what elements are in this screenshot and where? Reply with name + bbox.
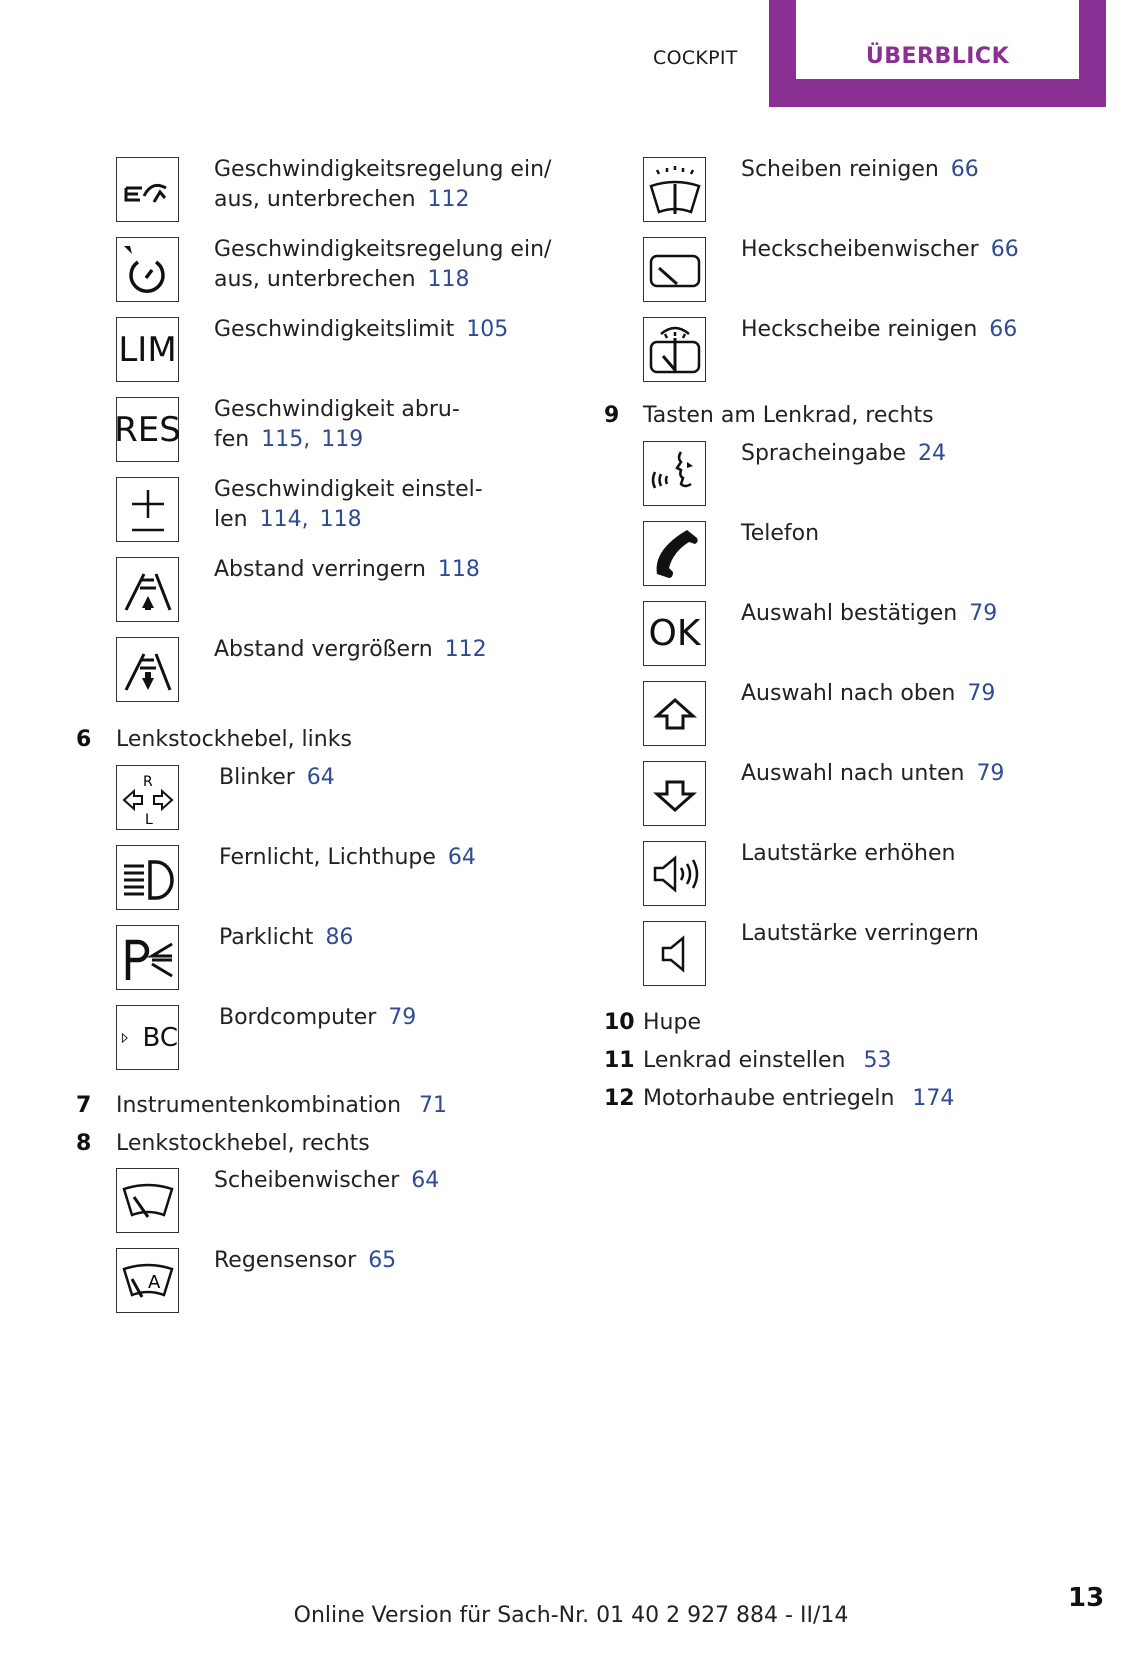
section-heading: Lenkstockhebel, rechts <box>116 1131 370 1156</box>
item-text: Bordcomputer 79 <box>219 1005 417 1030</box>
svg-text:R: R <box>142 773 153 790</box>
page-ref-link[interactable]: 64 <box>411 1168 440 1193</box>
section-number: 8 <box>76 1131 92 1156</box>
section-number: 12 <box>604 1086 635 1111</box>
section-heading: Lenkstockhebel, links <box>116 727 352 752</box>
distance-increase-icon <box>116 637 179 702</box>
item-text: Abstand vergrößern 112 <box>214 637 487 662</box>
item-text: Auswahl bestätigen 79 <box>741 601 998 626</box>
res-icon: RES <box>116 397 179 462</box>
bc-icon: BC <box>116 1005 179 1070</box>
page-ref-link[interactable]: 66 <box>990 237 1019 262</box>
page-ref-link[interactable]: 71 <box>419 1093 448 1118</box>
page-number: 13 <box>1068 1583 1105 1613</box>
page-ref-link[interactable]: 79 <box>388 1005 417 1030</box>
page-ref-link[interactable]: 112 <box>444 637 487 662</box>
item-text: Abstand verringern 118 <box>214 557 480 582</box>
distance-decrease-icon <box>116 557 179 622</box>
item-text: Blinker 64 <box>219 765 335 790</box>
page-ref-link[interactable]: 53 <box>863 1048 892 1073</box>
item-text: Lautstärke verringern <box>741 921 979 946</box>
item-text: Auswahl nach unten 79 <box>741 761 1005 786</box>
page-ref-link[interactable]: 24 <box>918 441 947 466</box>
svg-text:L: L <box>144 811 153 826</box>
item-text: Geschwindigkeitslimit 105 <box>214 317 509 342</box>
chapter-tab-label: ÜBERBLICK <box>796 0 1079 79</box>
item-text: Geschwindigkeit abru- fen 115, 119 <box>214 397 460 452</box>
item-text: Geschwindigkeit einstel- len 114, 118 <box>214 477 483 532</box>
page-ref-link[interactable]: 64 <box>447 845 476 870</box>
page-ref-link[interactable]: 115 <box>261 427 304 452</box>
section-heading: Lenkrad einstellen 53 <box>643 1048 892 1073</box>
arrow-up-icon <box>643 681 706 746</box>
section-number: 11 <box>604 1048 635 1073</box>
high-beam-icon <box>116 845 179 910</box>
rear-washer-icon <box>643 317 706 382</box>
page-ref-link[interactable]: 79 <box>976 761 1005 786</box>
item-text: Scheiben reinigen 66 <box>741 157 979 182</box>
item-text: Regensensor 65 <box>214 1248 397 1273</box>
page-ref-link[interactable]: 112 <box>427 187 470 212</box>
section-heading: Instrumentenkombination 71 <box>116 1093 448 1118</box>
item-text: Scheibenwischer 64 <box>214 1168 440 1193</box>
voice-input-icon <box>643 441 706 506</box>
section-label: COCKPIT <box>653 47 738 69</box>
volume-up-icon <box>643 841 706 906</box>
page-ref-link[interactable]: 64 <box>306 765 335 790</box>
section-number: 10 <box>604 1010 635 1035</box>
footer-note: Online Version für Sach-Nr. 01 40 2 927 884 - II/14 <box>293 1603 849 1628</box>
page-ref-link[interactable]: 174 <box>912 1086 955 1111</box>
section-heading: Hupe <box>643 1010 701 1035</box>
page-ref-link[interactable]: 118 <box>427 267 470 292</box>
item-text: Heckscheibe reinigen 66 <box>741 317 1018 342</box>
parking-light-icon <box>116 925 179 990</box>
wiper-icon <box>116 1168 179 1233</box>
section-heading: Tasten am Lenkrad, rechts <box>643 403 934 428</box>
page-ref-link[interactable]: 66 <box>989 317 1018 342</box>
ok-icon: OK <box>643 601 706 666</box>
svg-text:A: A <box>147 1271 160 1293</box>
volume-down-icon <box>643 921 706 986</box>
section-number: 7 <box>76 1093 92 1118</box>
turn-signal-icon <box>116 765 179 830</box>
page-ref-link[interactable]: 118 <box>437 557 480 582</box>
item-text: Geschwindigkeitsregelung ein/ aus, unterbrechen 118 <box>214 237 552 292</box>
item-text: Fernlicht, Lichthupe 64 <box>219 845 476 870</box>
page-ref-link[interactable]: 66 <box>950 157 979 182</box>
rear-wiper-icon <box>643 237 706 302</box>
item-text: Parklicht 86 <box>219 925 354 950</box>
item-text: Heckscheibenwischer 66 <box>741 237 1019 262</box>
page-ref-link[interactable]: 118 <box>319 507 362 532</box>
cruise-control-dynamic-icon <box>116 237 179 302</box>
arrow-down-icon <box>643 761 706 826</box>
rain-sensor-icon <box>116 1248 179 1313</box>
cruise-control-icon <box>116 157 179 222</box>
item-text: Spracheingabe 24 <box>741 441 947 466</box>
section-heading: Motorhaube entriegeln 174 <box>643 1086 955 1111</box>
page-ref-link[interactable]: 65 <box>368 1248 397 1273</box>
page-ref-link[interactable]: 79 <box>969 601 998 626</box>
plus-minus-icon <box>116 477 179 542</box>
page-ref-link[interactable]: 119 <box>321 427 364 452</box>
section-number: 6 <box>76 727 92 752</box>
item-text: Auswahl nach oben 79 <box>741 681 996 706</box>
item-text: Geschwindigkeitsregelung ein/ aus, unterbrechen 112 <box>214 157 552 212</box>
page-ref-link[interactable]: 114 <box>259 507 302 532</box>
lim-icon: LIM <box>116 317 179 382</box>
phone-icon <box>643 521 706 586</box>
page-ref-link[interactable]: 86 <box>325 925 354 950</box>
page-ref-link[interactable]: 79 <box>967 681 996 706</box>
item-text: Telefon <box>741 521 820 546</box>
page-ref-link[interactable]: 105 <box>466 317 509 342</box>
item-text: Lautstärke erhöhen <box>741 841 956 866</box>
washer-icon <box>643 157 706 222</box>
section-number: 9 <box>604 403 620 428</box>
